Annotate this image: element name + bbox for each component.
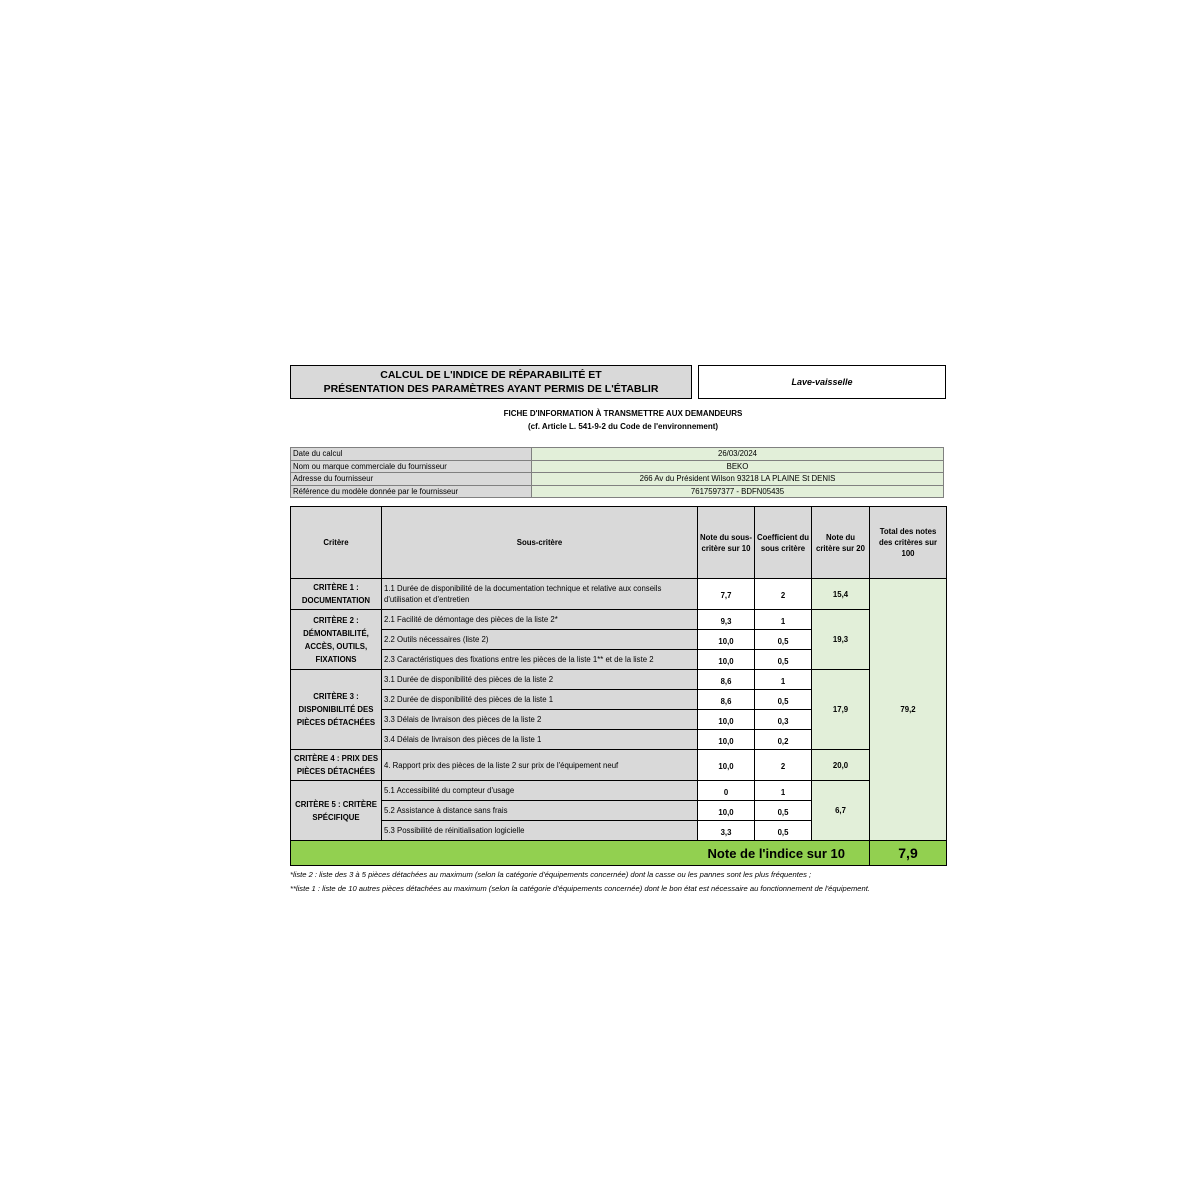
final-score-value: 7,9 [870,841,947,866]
info-value: BEKO [532,460,944,473]
criterion-note20: 6,7 [812,781,870,841]
info-row [291,448,944,461]
subcriterion-label: 5.3 Possibilité de réinitialisation logicielle [382,821,698,841]
subcriterion-coef: 2 [755,750,812,781]
subcriterion-label: 2.1 Facilité de démontage des pièces de la liste 2* [382,610,698,630]
subcriterion-note: 8,6 [698,670,755,690]
col-header-total: Total des notes des critères sur 100 [870,507,947,579]
col-header-note20: Note du critère sur 20 [812,507,870,579]
criterion-note20: 17,9 [812,670,870,750]
fiche-line2: (cf. Article L. 541-9-2 du Code de l'environnement) [527,421,719,431]
col-header-critere: Critère [291,507,382,579]
sheet-title [290,365,692,399]
subcriterion-note: 9,3 [698,610,755,630]
final-score-label: Note de l'indice sur 10 [291,841,870,866]
sheet-header [290,365,946,399]
fiche-line1: FICHE D'INFORMATION À TRANSMETTRE AUX DEMANDEURS [503,409,743,418]
subcriterion-label: 2.2 Outils nécessaires (liste 2) [382,630,698,650]
subcriterion-note: 10,0 [698,710,755,730]
footnotes [290,868,930,895]
criteria-header-row [291,507,947,579]
criterion-name: CRITÈRE 3 : DISPONIBILITÉ DES PIÈCES DÉTACHÉES [291,670,382,750]
info-row [291,460,944,473]
criterion-note20: 19,3 [812,610,870,670]
info-row [291,485,944,498]
total-score: 79,2 [870,579,947,841]
info-row [291,473,944,486]
subcriterion-note: 10,0 [698,750,755,781]
table-row [291,670,947,690]
subcriterion-coef: 1 [755,670,812,690]
subcriterion-note: 10,0 [698,630,755,650]
fiche-heading [290,408,946,433]
subcriterion-coef: 0,2 [755,730,812,750]
subcriterion-label: 5.2 Assistance à distance sans frais [382,801,698,821]
subcriterion-coef: 0,5 [755,801,812,821]
criterion-name: CRITÈRE 4 : PRIX DES PIÈCES DÉTACHÉES [291,750,382,781]
subcriterion-coef: 0,5 [755,821,812,841]
criterion-note20: 20,0 [812,750,870,781]
table-row [291,750,947,781]
subcriterion-label: 3.2 Durée de disponibilité des pièces de la liste 1 [382,690,698,710]
subcriterion-coef: 1 [755,781,812,801]
subcriterion-label: 3.1 Durée de disponibilité des pièces de la liste 2 [382,670,698,690]
subcriterion-label: 4. Rapport prix des pièces de la liste 2 sur prix de l'équipement neuf [382,750,698,781]
subcriterion-coef: 0,5 [755,690,812,710]
repairability-sheet [290,365,946,895]
criterion-name: CRITÈRE 2 : DÉMONTABILITÉ, ACCÈS, OUTILS, FIXATIONS [291,610,382,670]
criterion-name: CRITÈRE 5 : CRITÈRE SPÉCIFIQUE [291,781,382,841]
footnote-liste-2: *liste 2 : liste des 3 à 5 pièces détachées au maximum (selon la catégorie d'équipements concernée) dont la casse ou les pannes sont les plus fréquentes ; [290,870,812,879]
subcriterion-label: 2.3 Caractéristiques des fixations entre les pièces de la liste 1** et de la liste 2 [382,650,698,670]
subcriterion-label: 3.3 Délais de livraison des pièces de la liste 2 [382,710,698,730]
info-value: 26/03/2024 [532,448,944,461]
subcriterion-note: 10,0 [698,730,755,750]
subcriterion-label: 1.1 Durée de disponibilité de la documentation technique et relative aux conseils d'utilisation et d'entretien [382,579,698,610]
subcriterion-note: 8,6 [698,690,755,710]
criteria-table [290,506,947,866]
col-header-coef: Coefficient du sous critère [755,507,812,579]
subcriterion-note: 10,0 [698,801,755,821]
table-row [291,610,947,630]
subcriterion-coef: 2 [755,579,812,610]
subcriterion-label: 5.1 Accessibilité du compteur d'usage [382,781,698,801]
supplier-info-table [290,447,944,498]
product-type: Lave-vaisselle [698,365,946,399]
info-label: Adresse du fournisseur [291,473,532,486]
subcriterion-note: 3,3 [698,821,755,841]
subcriterion-coef: 0,5 [755,630,812,650]
subcriterion-coef: 0,5 [755,650,812,670]
table-row [291,781,947,801]
final-score-row [291,841,947,866]
subcriterion-note: 7,7 [698,579,755,610]
subcriterion-label: 3.4 Délais de livraison des pièces de la liste 1 [382,730,698,750]
footnote-liste-1: **liste 1 : liste de 10 autres pièces détachées au maximum (selon la catégorie d'équipements concernée) dont le bon état est nécessaire au fonctionnement de l'équipement. [290,883,870,893]
col-header-sous-critere: Sous-critère [382,507,698,579]
criterion-name: CRITÈRE 1 : DOCUMENTATION [291,579,382,610]
table-row [291,579,947,610]
sheet-title-line1: CALCUL DE L'INDICE DE RÉPARABILITÉ ET [380,369,602,381]
subcriterion-note: 0 [698,781,755,801]
info-value: 7617597377 - BDFN05435 [532,485,944,498]
info-label: Date du calcul [291,448,532,461]
info-label: Nom ou marque commerciale du fournisseur [291,460,532,473]
info-label: Référence du modèle donnée par le fournisseur [291,485,532,498]
subcriterion-coef: 0,3 [755,710,812,730]
sheet-title-line2: PRÉSENTATION DES PARAMÈTRES AYANT PERMIS DE L'ÉTABLIR [323,383,659,395]
subcriterion-coef: 1 [755,610,812,630]
subcriterion-note: 10,0 [698,650,755,670]
col-header-note-sous: Note du sous-critère sur 10 [698,507,755,579]
criterion-note20: 15,4 [812,579,870,610]
info-value: 266 Av du Président Wilson 93218 LA PLAINE St DENIS [532,473,944,486]
